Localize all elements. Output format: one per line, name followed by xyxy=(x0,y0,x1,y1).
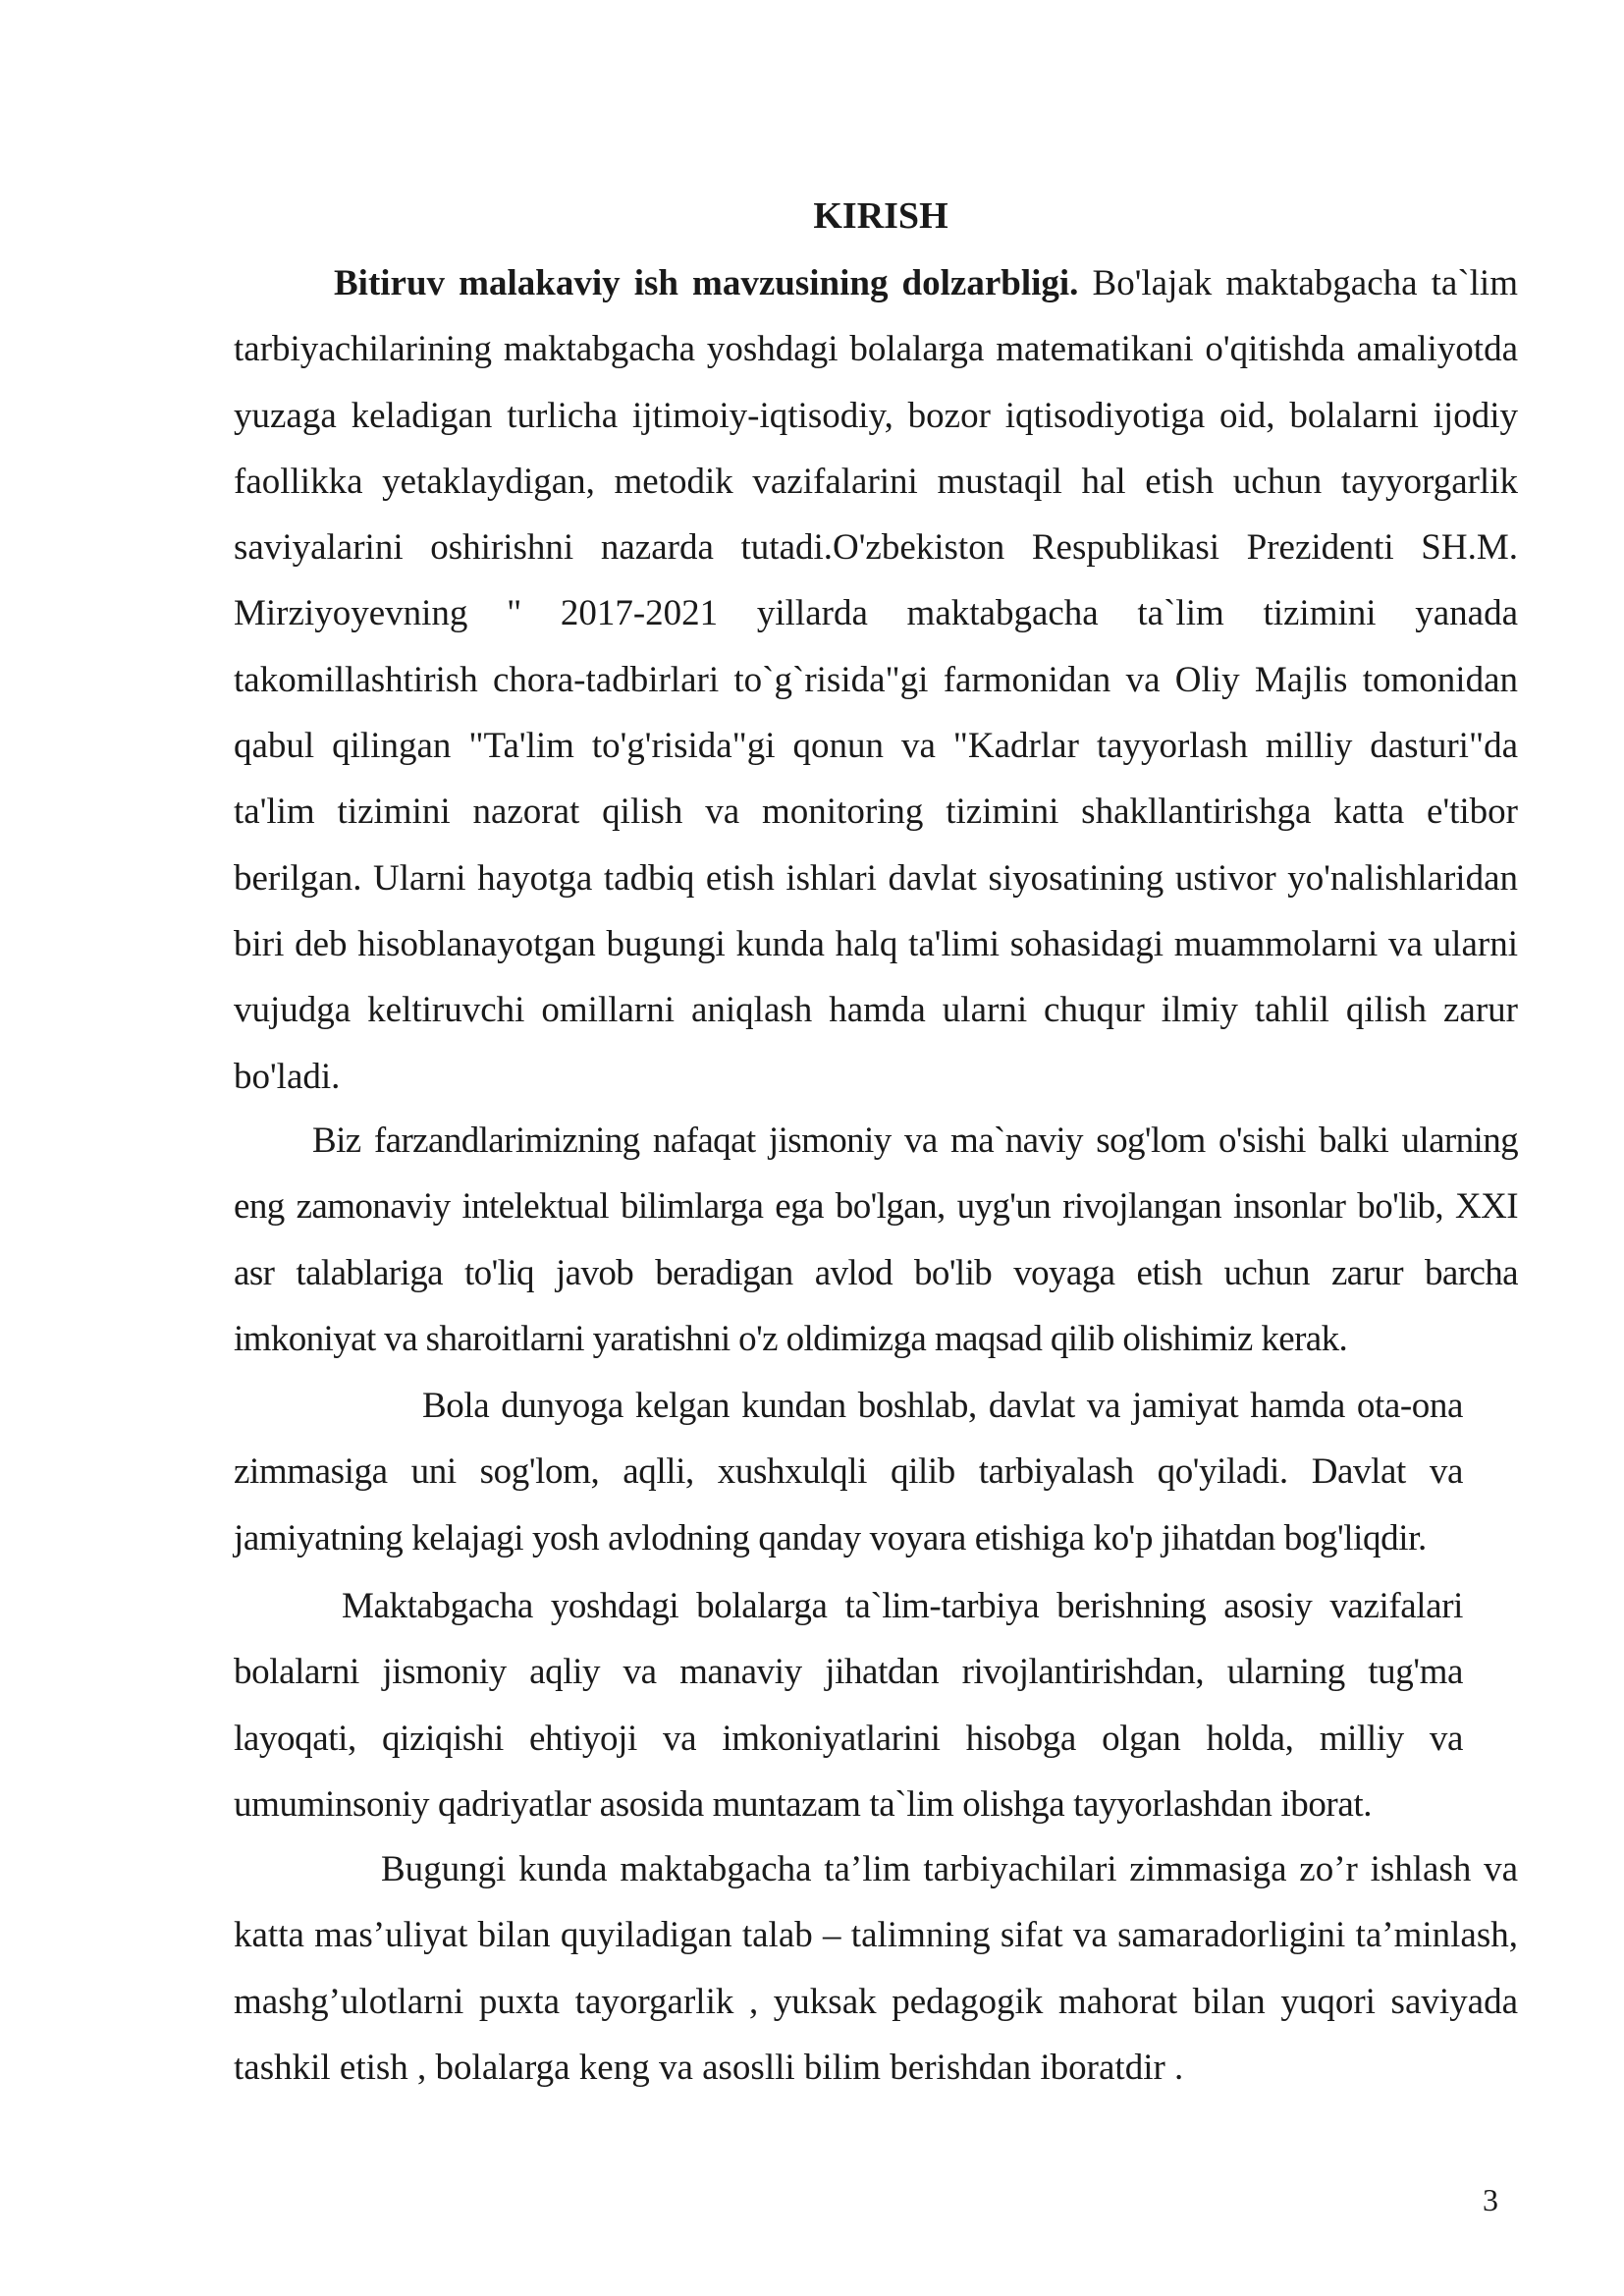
page-number: 3 xyxy=(1483,2182,1498,2217)
paragraph: Bola dunyoga kelgan kundan boshlab, davlat va jamiyat hamda ota-ona zimmasiga uni sog'lom, aqlli, xushxulqli qilib tarbiyalash qo'yiladi. Davlat va jamiyatning kelajagi yosh avlodning qanday voyara etishiga ko'p jihatdan bog'liqdir. xyxy=(234,1386,1463,1558)
paragraph: Bugungi kunda maktabgacha ta’lim tarbiyachilari zimmasiga zo’r ishlash va katta mas’uliyat bilan quyiladigan talab – talimning sifat va samaradorligini ta’minlash, mashg’ulotlarni puxta tayorgarlik , yuksak pedagogik mahorat bilan yuqori saviyada tashkil etish , bolalarga keng va asoslli bilim berishdan iboratdir . xyxy=(234,1849,1518,2088)
paragraph-lead-heading: Bitiruv malakaviy ish mavzusining dolzarbligi. xyxy=(334,263,1079,303)
paragraph: Maktabgacha yoshdagi bolalarga ta`lim-tarbiya berishning asosiy vazifalari bolalarni jismoniy aqliy va manaviy jihatdan rivojlantirishdan, ularning tug'ma layoqati, qiziqishi ehtiyoji va imkoniyatlarini hisobga olgan holda, milliy va umuminsoniy qadriyatlar asosida muntazam ta`lim olishga tayyorlashdan iborat. xyxy=(234,1586,1463,1825)
paragraph: Biz farzandlarimizning nafaqat jismoniy va ma`naviy sog'lom o'sishi balki ularning eng zamonaviy intelektual bilimlarga ega bo'lgan, uyg'un rivojlangan insonlar bo'lib, XXI asr talablariga to'liq javob beradigan avlod bo'lib voyaga etish uchun zarur barcha imkoniyat va sharoitlarni yaratishni o'z oldimizga maqsad qilib olishimiz kerak. xyxy=(234,1121,1518,1359)
page-title: KIRISH xyxy=(813,195,948,237)
paragraph-text: Bo'lajak maktabgacha ta`lim tarbiyachilarining maktabgacha yoshdagi bolalarga matematikani o'qitishda amaliyotda yuzaga keladigan turlicha ijtimoiy-iqtisodiy, bozor iqtisodiyotiga oid, bolalarni ijodiy faollikka yetaklaydigan, metodik vazifalarini mustaqil hal etish uchun tayyorgarlik saviyalarini oshirishni nazarda tutadi.O'zbekiston Respublikasi Prezidenti SH.M. Mirziyoyevning " 2017-2021 yillarda maktabgacha ta`lim tizimini yanada takomillashtirish chora-tadbirlari to`g`risida"gi farmonidan va Oliy Majlis tomonidan qabul qilingan "Ta'lim to'g'risida"gi qonun va "Kadrlar tayyorlash milliy dasturi"da ta'lim tizimini nazorat qilish va monitoring tizimini shakllantirishga katta e'tibor berilgan. Ularni hayotga tadbiq etish ishlari davlat siyosatining ustivor yo'nalishlaridan biri deb hisoblanayotgan bugungi kunda halq ta'limi sohasidagi muammolarni va ularni vujudga keltiruvchi omillarni aniqlash hamda ularni chuqur ilmiy tahlil qilish zarur bo'ladi. xyxy=(234,263,1518,1097)
paragraph-relevance xyxy=(234,250,1518,1110)
